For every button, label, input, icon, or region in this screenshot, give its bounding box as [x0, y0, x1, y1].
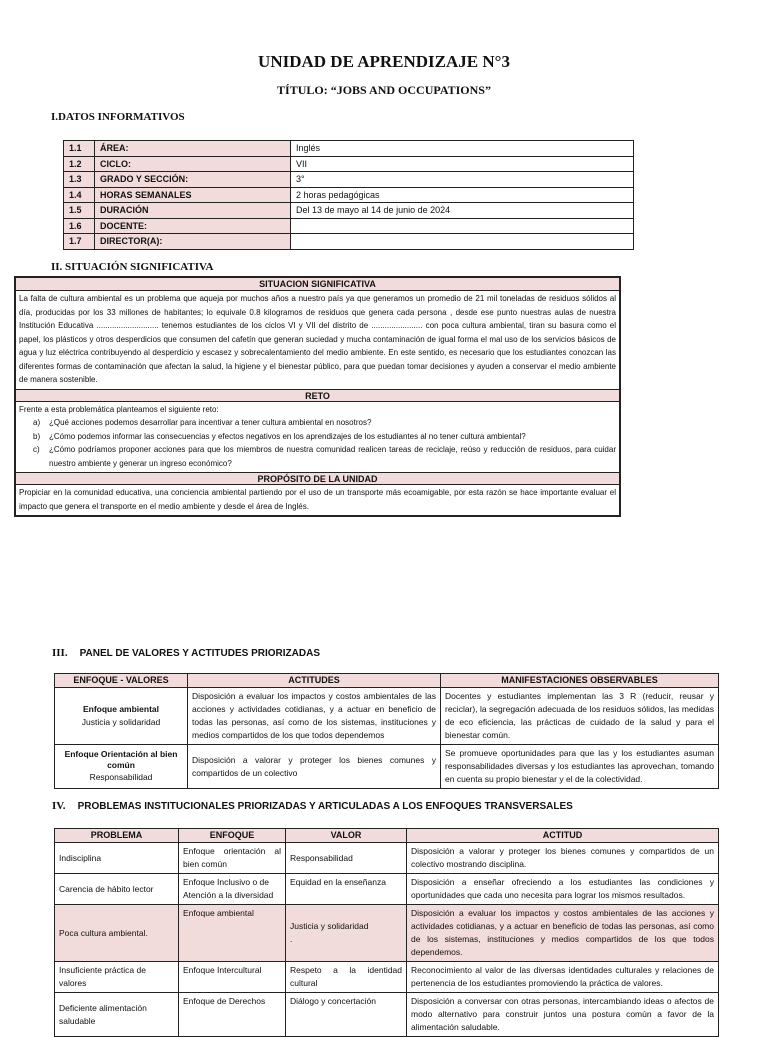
- problema-cell: Deficiente alimentación saludable: [55, 993, 179, 1037]
- actitud-cell: Disposición a enseñar ofreciendo a los estudiantes las condiciones y oportunidades que cada uno necesita para lograr los mismos resultados.: [407, 874, 719, 905]
- reto-letter: c): [33, 445, 40, 454]
- section-2-heading: II. SITUACIÓN SIGNIFICATIVA: [51, 261, 214, 273]
- row-number: 1.6: [64, 218, 95, 234]
- enfoque-cell: Enfoque orientación al bien común: [179, 843, 286, 874]
- row-value: VII: [291, 156, 634, 172]
- row-value: 2 horas pedagógicas: [291, 187, 634, 203]
- actitud-cell: Disposición a evaluar los impactos y costos ambientales de las acciones y actividades cotidianas, y a actuar en beneficio de todas las personas, así como de los sistemas, instituciones y medios compartidos de los que todos dependemos: [188, 688, 441, 745]
- table-row: [64, 234, 634, 250]
- enfoque-valor: Justicia y solidaridad: [81, 717, 161, 727]
- row-number: 1.1: [64, 141, 95, 157]
- section-3-heading: [52, 647, 320, 659]
- section-4-title: PROBLEMAS INSTITUCIONALES PRIORIZADAS Y ARTICULADAS A LOS ENFOQUES TRANSVERSALES: [77, 801, 573, 812]
- problema-cell: Carencia de hábito lector: [55, 874, 179, 905]
- table-row: [55, 905, 719, 962]
- table-row: [64, 203, 634, 219]
- column-header: ACTITUD: [407, 829, 719, 843]
- actitud-cell: Disposición a valorar y proteger los bienes comunes y compartidos de un colectivo: [188, 745, 441, 789]
- section-4-heading: [52, 800, 573, 812]
- reto-letter: b): [33, 431, 41, 441]
- valor-cell: Responsabilidad: [286, 843, 407, 874]
- table-row: [64, 156, 634, 172]
- column-header: PROBLEMA: [55, 829, 179, 843]
- row-number: 1.4: [64, 187, 95, 203]
- column-header: VALOR: [286, 829, 407, 843]
- table-row: [55, 745, 719, 789]
- manifestacion-cell: Se promueve oportunidades para que las y los estudiantes asuman responsabilidades diversas y los estudiantes las aprovechan, tomando en cuenta su propio bienestar y el de la colectividad.: [441, 745, 719, 789]
- row-label: CICLO:: [95, 156, 291, 172]
- table-row: [55, 874, 719, 905]
- problema-cell: Indisciplina: [55, 843, 179, 874]
- enfoque-cell: [55, 745, 188, 789]
- list-item: [33, 430, 616, 444]
- row-label: DOCENTE:: [95, 218, 291, 234]
- situacion-significativa-box: [14, 276, 621, 517]
- row-label: DURACIÓN: [95, 203, 291, 219]
- enfoque-cell: [55, 688, 188, 745]
- enfoque-cell: Enfoque ambiental: [179, 905, 286, 962]
- situacion-band: SITUACION SIGNIFICATIVA: [16, 278, 619, 291]
- table-row: [64, 218, 634, 234]
- valor-cell: [286, 905, 407, 962]
- reto-block: [16, 402, 619, 473]
- list-item: [33, 416, 616, 430]
- datos-informativos-table: [63, 140, 634, 250]
- table-row: [55, 688, 719, 745]
- situacion-text: La falta de cultura ambiental es un problema que aqueja por muchos años a nuestro país ya que generamos un promedio de 21 mil toneladas de residuos sólidos al día, producidas por los 33 millones de habitantes; lo equivale 0.8 kilogramos de residuos que genera cada persona , desde ese punto nuestras aulas de nuestra Institución Educativa ............................ tenemos estudiantes de los ciclos VI y VII del distrito de ....................... con poca cultura ambiental, tiran su basura como el papel, los plásticos y otros desperdicios que consumen del cafetín que generan suciedad y mucha contaminación de igual forma el mal uso de los servicios básicos de agua y luz eléctrica contribuyendo al desperdicio y escasez y sobrecalentamiento del medio ambiente. En este sentido, es necesario que los estudiantes conozcan las diferentes formas de contaminación que afectan la salud, la higiene y el bienestar público, para que puedan tomar decisiones y ayuden a conservar el medio ambiente de manera sostenible.: [19, 294, 616, 384]
- valor-cell: Respeto a la identidad cultural: [286, 962, 407, 993]
- row-label: GRADO Y SECCIÓN:: [95, 172, 291, 188]
- table-row: [55, 993, 719, 1037]
- section-3-number: III.: [52, 647, 68, 659]
- row-number: 1.5: [64, 203, 95, 219]
- table-row: [55, 843, 719, 874]
- manifestacion-cell: Docentes y estudiantes implementan las 3 R (reducir, reusar y reciclar), la segregación adecuada de los residuos sólidos, las medidas de eco eficiencia, las prácticas de cuidado de la salud y para el bienestar común.: [441, 688, 719, 745]
- page-title: UNIDAD DE APRENDIZAJE N°3: [258, 52, 510, 71]
- column-header: ACTITUDES: [188, 674, 441, 688]
- table-row: [55, 962, 719, 993]
- enfoque-name: Enfoque Orientación al bien común: [64, 749, 178, 770]
- table-row: [64, 187, 634, 203]
- actitud-cell: Reconocimiento al valor de las diversas identidades culturales y relaciones de pertenencia de los estudiantes promoviendo la práctica de valores.: [407, 962, 719, 993]
- enfoque-cell: Enfoque Inclusivo o de Atención a la diversidad: [179, 874, 286, 905]
- reto-question: ¿Qué acciones podemos desarrollar para incentivar a tener cultura ambiental en nosotros?: [49, 418, 372, 427]
- table-row: [64, 172, 634, 188]
- column-header: ENFOQUE - VALORES: [55, 674, 188, 688]
- actitud-cell: Disposición a evaluar los impactos y costos ambientales de las acciones y actividades cotidianas, y a actuar en beneficio de todas las personas, así como de los sistemas, instituciones y medios compartidos de los que todos dependemos.: [407, 905, 719, 962]
- enfoque-cell: Enfoque Intercultural: [179, 962, 286, 993]
- row-label: HORAS SEMANALES: [95, 187, 291, 203]
- row-number: 1.2: [64, 156, 95, 172]
- row-value: Del 13 de mayo al 14 de junio de 2024: [291, 203, 634, 219]
- column-header: MANIFESTACIONES OBSERVABLES: [441, 674, 719, 688]
- panel-valores-table: [54, 673, 719, 789]
- section-3-title: PANEL DE VALORES Y ACTITUDES PRIORIZADAS: [79, 648, 320, 659]
- actitud-cell: Disposición a valorar y proteger los bienes comunes y compartidos de un colectivo mostrando disciplina.: [407, 843, 719, 874]
- list-item: [33, 443, 616, 470]
- problema-cell: Insuficiente práctica de valores: [55, 962, 179, 993]
- row-label: ÁREA:: [95, 141, 291, 157]
- reto-list: [19, 416, 616, 470]
- reto-intro: Frente a esta problemática planteamos el siguiente reto:: [19, 404, 219, 414]
- valor-extra: .: [290, 934, 293, 944]
- section-1-heading: I.DATOS INFORMATIVOS: [51, 111, 185, 123]
- column-header: ENFOQUE: [179, 829, 286, 843]
- enfoque-name: Enfoque ambiental: [82, 704, 160, 714]
- table-row: [64, 141, 634, 157]
- valor-text: Justicia y solidaridad: [290, 921, 369, 931]
- proposito-band: PROPÓSITO DE LA UNIDAD: [16, 472, 619, 485]
- row-value: [291, 218, 634, 234]
- reto-question: ¿Cómo podríamos proponer acciones para que los miembros de nuestra comunidad realicen tareas de reciclaje, reúso y reducción de residuos, para cuidar nuestro ambiente y generar un ingreso económico?: [49, 445, 616, 468]
- row-value: [291, 234, 634, 250]
- problemas-table: [54, 828, 719, 1037]
- table-header-row: [55, 674, 719, 688]
- reto-band: RETO: [16, 389, 619, 402]
- row-label: DIRECTOR(A):: [95, 234, 291, 250]
- enfoque-valor: Responsabilidad: [89, 772, 153, 782]
- page-subtitle: TÍTULO: “JOBS AND OCCUPATIONS”: [277, 83, 491, 97]
- reto-question: ¿Cómo podemos informar las consecuencias y efectos negativos en los aprendizajes de los estudiantes al no tener cultura ambiental?: [49, 431, 526, 441]
- section-4-number: IV.: [52, 800, 66, 812]
- row-value: 3°: [291, 172, 634, 188]
- row-number: 1.3: [64, 172, 95, 188]
- row-number: 1.7: [64, 234, 95, 250]
- valor-cell: Equidad en la enseñanza: [286, 874, 407, 905]
- row-value: Inglés: [291, 141, 634, 157]
- table-header-row: [55, 829, 719, 843]
- valor-cell: Diálogo y concertación: [286, 993, 407, 1037]
- reto-letter: a): [33, 418, 41, 427]
- proposito-text: Propiciar en la comunidad educativa, una conciencia ambiental partiendo por el uso de un transporte más ecoamigable, por esta razón se hace importante evaluar el impacto que genera el transporte en el medio ambiente y desde el área de Inglés.: [19, 488, 616, 511]
- enfoque-cell: Enfoque de Derechos: [179, 993, 286, 1037]
- actitud-cell: Disposición a conversar con otras personas, intercambiando ideas o afectos de modo alternativo para construir juntos una postura común a favor de la alimentación saludable.: [407, 993, 719, 1037]
- problema-cell: Poca cultura ambiental.: [55, 905, 179, 962]
